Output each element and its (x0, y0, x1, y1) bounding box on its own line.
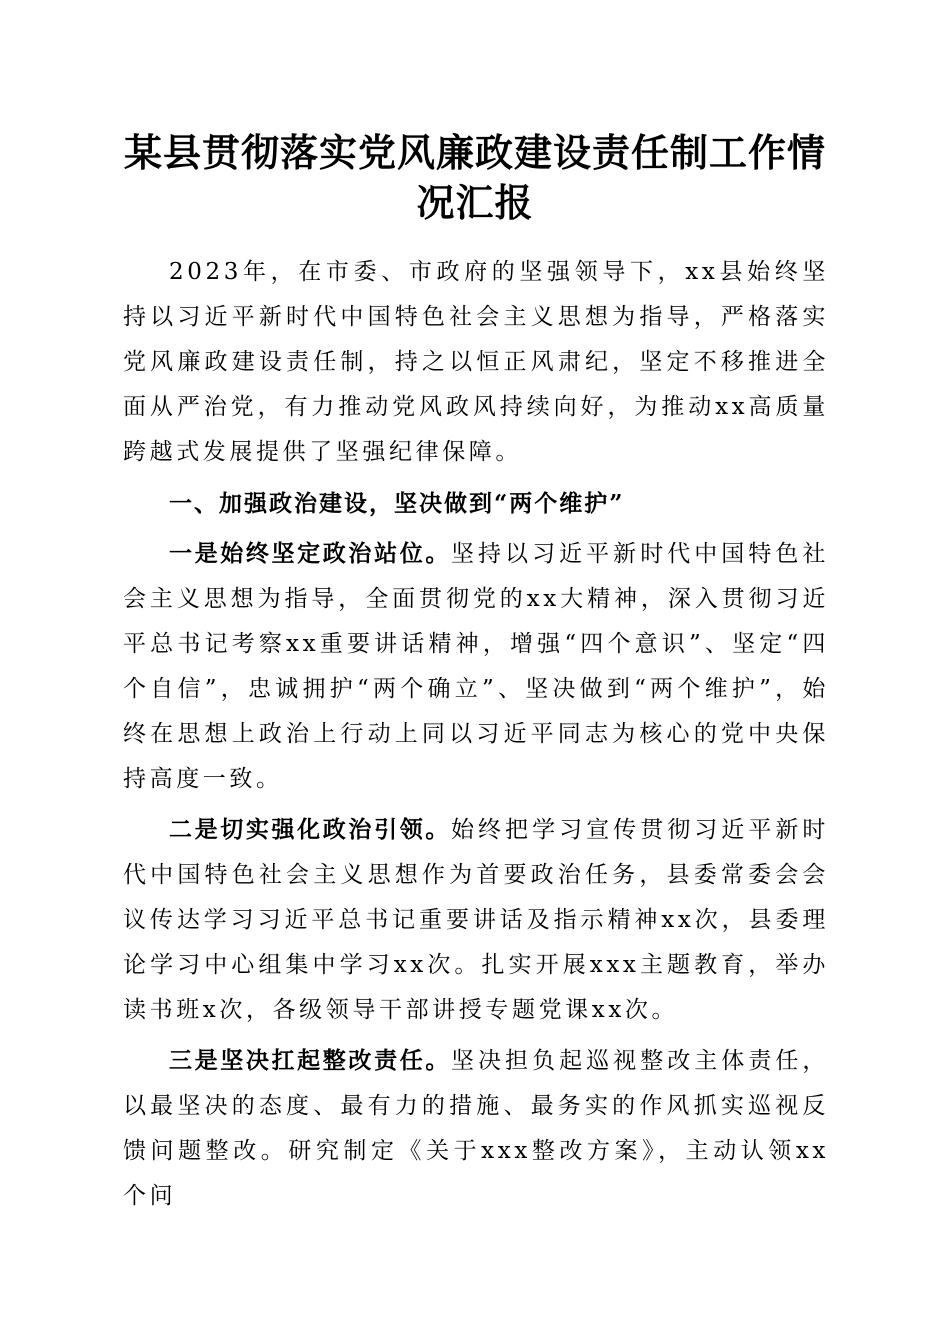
document-title: 某县贯彻落实党风廉政建设责任制工作情况汇报 (123, 130, 826, 225)
paragraph-lead: 二是切实强化政治引领。 (169, 817, 451, 843)
paragraph-item-3 (123, 1039, 829, 1219)
intro-paragraph: 2023年，在市委、市政府的坚强领导下，xx县始终坚持以习近平新时代中国特色社会主义思想为指导，严格落实党风廉政建设责任制，持之以恒正风肃纪，坚定不移推进全面从严治党，有力推动党风政风持续向好，为推动xx高质量跨越式发展提供了坚强纪律保障。 (123, 259, 829, 465)
paragraph-text: 坚持以习近平新时代中国特色社会主义思想为指导，全面贯彻党的xx大精神，深入贯彻习近平总书记考察xx重要讲话精神，增强“四个意识”、坚定“四个自信”，忠诚拥护“两个确立”、坚决做到“两个维护”，始终在思想上政治上行动上同以习近平同志为核心的党中央保持高度一致。 (123, 541, 829, 792)
paragraph-item-2 (123, 808, 829, 1033)
paragraph-lead: 三是坚决扛起整改责任。 (169, 1048, 451, 1074)
paragraph-text: 始终把学习宣传贯彻习近平新时代中国特色社会主义思想作为首要政治任务，县委常委会会议传达学习习近平总书记重要讲话及指示精神xx次，县委理论学习中心组集中学习xx次。扎实开展xxx主题教育，举办读书班x次，各级领导干部讲授专题党课xx次。 (123, 817, 829, 1023)
document-body (123, 250, 829, 1225)
paragraph-text: 坚决担负起巡视整改主体责任，以最坚决的态度、最有力的措施、最务实的作风抓实巡视反馈问题整改。研究制定《关于xxx整改方案》，主动认领xx个问 (123, 1048, 829, 1209)
paragraph-item-1 (123, 532, 829, 802)
section-heading: 一、加强政治建设，坚决做到“两个维护” (169, 490, 625, 517)
paragraph-lead: 一是始终坚定政治站位。 (169, 541, 451, 567)
